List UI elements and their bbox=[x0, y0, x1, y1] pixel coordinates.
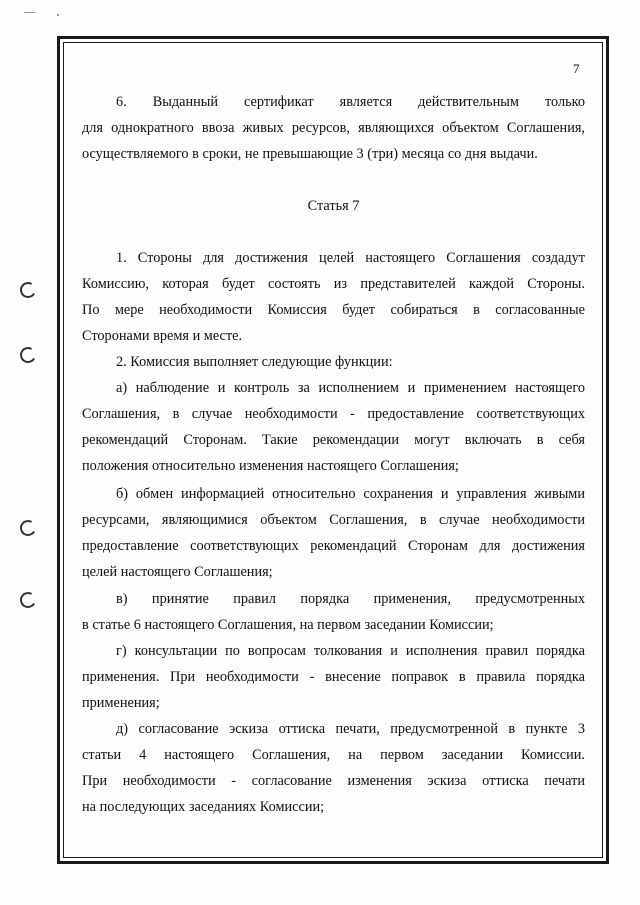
scan-mark bbox=[57, 14, 59, 16]
line-text: 2. Комиссия выполняет следующие функции: bbox=[116, 354, 393, 370]
paragraph-item-d bbox=[82, 716, 585, 820]
paragraph-item-g bbox=[82, 638, 585, 716]
line-text: в) принятие правил порядка применения, предусмотренных bbox=[116, 591, 585, 607]
line-text: д) согласование эскиза оттиска печати, предусмотренной в пункте 3 bbox=[116, 721, 585, 737]
text-line: осуществляемого в сроки, не превышающие 3 (три) месяца со дня выдачи. bbox=[82, 146, 538, 162]
paragraph-article7-2 bbox=[82, 349, 585, 375]
paragraph-6 bbox=[82, 89, 585, 167]
article-title: Статья 7 bbox=[307, 198, 360, 214]
text-line: ресурсами, являющимися объектом Соглашения, в случае необходимости bbox=[82, 512, 585, 528]
text-line: на последующих заседаниях Комиссии; bbox=[82, 799, 325, 815]
text-line: рекомендаций Сторонам. Такие рекомендации могут включать в себя bbox=[82, 432, 585, 448]
paragraph-item-v bbox=[82, 586, 585, 638]
text-line: По мере необходимости Комиссия будет собираться в согласованные bbox=[82, 302, 585, 318]
text-line: При необходимости - согласование изменения эскиза оттиска печати bbox=[82, 773, 585, 789]
punch-hole bbox=[18, 280, 38, 300]
text-line bbox=[82, 586, 585, 612]
text-line bbox=[82, 375, 585, 401]
punch-hole bbox=[18, 518, 38, 538]
paragraph-article7-1 bbox=[82, 245, 585, 349]
line-text: а) наблюдение и контроль за исполнением и применением настоящего bbox=[116, 380, 585, 396]
line-text: г) консультации по вопросам толкования и исполнения правил порядка bbox=[116, 643, 585, 659]
line-text: б) обмен информацией относительно сохранения и управления живыми bbox=[116, 486, 585, 502]
punch-hole bbox=[18, 345, 38, 365]
text-line: Сторонами время и месте. bbox=[82, 328, 243, 344]
text-line: применения. При необходимости - внесение поправок в правила порядка bbox=[82, 669, 585, 685]
text-line: Соглашения, в случае необходимости - предоставление соответствующих bbox=[82, 406, 585, 422]
text-line: положения относительно изменения настоящего Соглашения; bbox=[82, 458, 459, 474]
paragraph-item-a bbox=[82, 375, 585, 479]
text-line bbox=[82, 481, 585, 507]
line-text: 1. Стороны для достижения целей настоящего Соглашения создадут bbox=[116, 250, 585, 266]
text-line bbox=[82, 638, 585, 664]
punch-hole bbox=[18, 590, 38, 610]
text-line bbox=[82, 89, 585, 115]
scan-mark bbox=[24, 12, 35, 13]
text-line: целей настоящего Соглашения; bbox=[82, 564, 273, 580]
text-line: статьи 4 настоящего Соглашения, на первом заседании Комиссии. bbox=[82, 747, 585, 763]
text-line: в статье 6 настоящего Соглашения, на первом заседании Комиссии; bbox=[82, 617, 494, 633]
text-line bbox=[82, 716, 585, 742]
text-line: Комиссию, которая будет состоять из представителей каждой Стороны. bbox=[82, 276, 585, 292]
text-line bbox=[82, 349, 585, 375]
text-line: для однократного ввоза живых ресурсов, являющихся объектом Соглашения, bbox=[82, 120, 585, 136]
text-line bbox=[82, 245, 585, 271]
paragraph-item-b bbox=[82, 481, 585, 585]
text-line: применения; bbox=[82, 695, 160, 711]
text-line: предоставление соответствующих рекомендаций Сторонам для достижения bbox=[82, 538, 585, 554]
line-text: 6. Выданный сертификат является действительным только bbox=[116, 94, 585, 110]
page-number: 7 bbox=[573, 61, 580, 76]
